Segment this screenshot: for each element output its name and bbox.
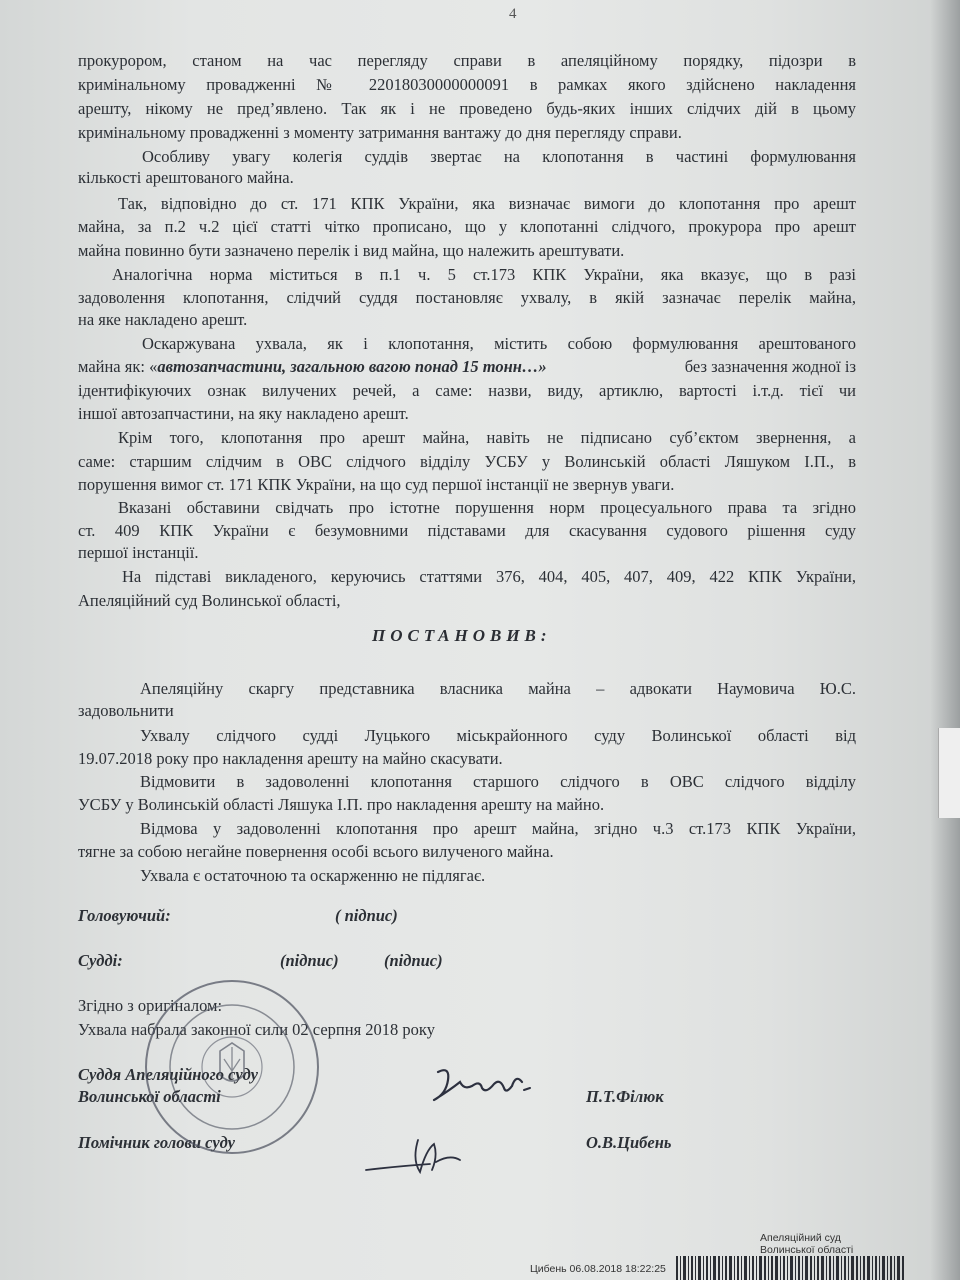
body-line: Вказані обставини свідчать про істотне порушення норм процесуального права та згідно	[118, 498, 856, 517]
legal-force-line: Ухвала набрала законної сили 02 серпня 2018 року	[78, 1020, 435, 1039]
judge-signature-2: (підпис)	[384, 951, 443, 970]
judge-title-line2: Волинської області	[78, 1087, 221, 1106]
court-name-line2: Волинської області	[760, 1244, 854, 1256]
assistant-handwritten-signature-icon	[360, 1120, 480, 1180]
decision-line: Відмова у задоволенні клопотання про арешт майна, згідно ч.3 ст.173 КПК України,	[140, 819, 856, 838]
assistant-name: О.В.Цибень	[586, 1133, 672, 1152]
judge-handwritten-signature-icon	[420, 1060, 540, 1110]
body-line: майна, за п.2 ч.2 цієї статті чітко прописано, що у клопотанні слідчого, прокурора про арешт	[78, 217, 856, 236]
presiding-label: Головуючий:	[78, 906, 171, 925]
body-line: ідентифікуючих ознак вилучених речей, а саме: назви, виду, артиклю, вартості і.т.д. тієї чи	[78, 381, 856, 400]
decision-line: Ухвала є остаточною та оскарженню не підлягає.	[140, 866, 486, 885]
body-line: ст. 409 КПК України є безумовними підставами для скасування судового рішення суду	[78, 521, 856, 540]
quote-prefix: майна як: «	[78, 357, 158, 376]
judges-label: Судді:	[78, 951, 123, 970]
body-line: кримінальному провадженні № 22018030000000091 в рамках якого здійснено накладення	[78, 75, 856, 94]
body-line: прокурором, станом на час перегляду справи в апеляційному порядку, підозри в	[78, 51, 856, 70]
court-footer-stamp	[760, 1232, 853, 1256]
decision-line: Відмовити в задоволенні клопотання старшого слідчого в ОВС слідчого відділу	[140, 772, 856, 791]
body-line: саме: старшим слідчим в ОВС слідчого відділу УСБУ у Волинській області Ляшуком І.П., в	[78, 452, 856, 471]
body-line: майна повинно бути зазначено перелік і вид майна, що належить арештувати.	[78, 241, 625, 260]
decision-line: задовольнити	[78, 701, 174, 720]
quoted-property-description: автозапчастини, загальною вагою понад 15 тонн…»	[157, 357, 547, 376]
judge-name: П.Т.Філюк	[586, 1087, 664, 1106]
background-paper-edge	[938, 728, 960, 818]
certification-line: Згідно з оригіналом:	[78, 996, 223, 1015]
clerk-timestamp: Цибень 06.08.2018 18:22:25	[530, 1263, 666, 1275]
page-number: 4	[509, 6, 517, 22]
body-line: Особливу увагу колегія суддів звертає на клопотання в частині формулювання	[142, 147, 856, 166]
decision-line: тягне за собою негайне повернення особі всього вилученого майна.	[78, 842, 554, 861]
page-shadow	[930, 0, 960, 1280]
body-line: на яке накладено арешт.	[78, 310, 248, 329]
body-line: іншої автозапчастини, на яку накладено арешт.	[78, 404, 409, 423]
body-line: першої інстанції.	[78, 543, 199, 562]
body-line: На підставі викладеного, керуючись статтями 376, 404, 405, 407, 409, 422 КПК України,	[122, 567, 856, 586]
body-line: порушення вимог ст. 171 КПК України, на що суд першої інстанції не звернув уваги.	[78, 475, 675, 494]
body-line-with-quote	[78, 356, 856, 377]
court-seal-icon	[140, 975, 325, 1160]
body-line: Так, відповідно до ст. 171 КПК України, яка визначає вимоги до клопотання про арешт	[118, 194, 856, 213]
body-line: Аналогічна норма міститься в п.1 ч. 5 ст.173 КПК України, яка вказує, що в разі	[112, 265, 856, 284]
body-line: кримінальному провадженні з моменту затримання вантажу до дня перегляду справи.	[78, 123, 682, 142]
decision-line: 19.07.2018 року про накладення арешту на майно скасувати.	[78, 749, 503, 768]
quote-suffix: без зазначення жодної із	[684, 357, 856, 376]
body-line: Крім того, клопотання про арешт майна, навіть не підписано суб’єктом звернення, а	[118, 428, 856, 447]
presiding-signature: ( підпис)	[335, 906, 398, 925]
body-line: Оскаржувана ухвала, як і клопотання, містить собою формулювання арештованого	[142, 334, 856, 353]
body-line: задоволення клопотання, слідчий суддя постановляє ухвалу, в якій зазначає перелік майна,	[78, 288, 856, 307]
barcode-icon	[676, 1256, 906, 1280]
judge-signature-1: (підпис)	[280, 951, 339, 970]
decision-line: УСБУ у Волинській області Ляшука І.П. про накладення арешту на майно.	[78, 795, 605, 814]
body-line: арешту, нікому не пред’явлено. Так як і не проведено будь-яких інших слідчих дій в цьому	[78, 99, 856, 118]
judge-title-line1: Суддя Апеляційного суду	[78, 1065, 258, 1084]
decision-line: Ухвалу слідчого судді Луцького міськрайонного суду Волинської області від	[140, 726, 856, 745]
body-line: кількості арештованого майна.	[78, 168, 294, 187]
court-name-line1: Апеляційний суд	[760, 1232, 841, 1244]
body-line: Апеляційний суд Волинської області,	[78, 591, 341, 610]
decision-line: Апеляційну скаргу представника власника майна – адвокати Наумовича Ю.С.	[140, 679, 856, 698]
assistant-title: Помічник голови суду	[78, 1133, 235, 1152]
decision-heading: ПОСТАНОВИВ:	[372, 626, 552, 645]
